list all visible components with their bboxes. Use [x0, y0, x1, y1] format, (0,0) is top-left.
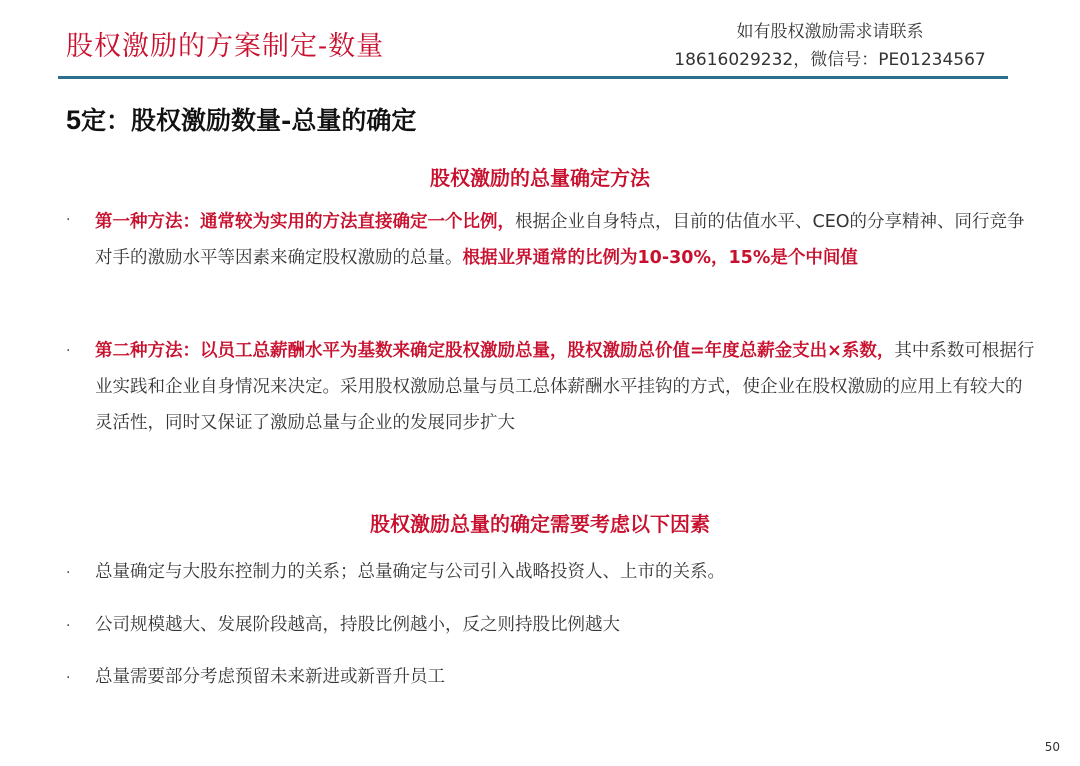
- method-1-lead: 第一种方法：通常较为实用的方法直接确定一个比例，: [95, 212, 515, 232]
- contact-line-1: 如有股权激励需求请联系: [736, 22, 924, 42]
- method-1-text: 根据企业自身特点，目前的估值水平、CEO的分享精神、同行竞争对手的激励水平等因素来确定股权激励的总量。: [95, 212, 1025, 268]
- section-number: 5: [66, 105, 82, 135]
- method-2-text: 其中系数可根据行业实践和企业自身情况来决定。采用股权激励总量与员工总体薪酬水平挂钩的方式，使企业在股权激励的应用上有较大的灵活性，同时又保证了激励总量与企业的发展同步扩大: [95, 341, 1035, 433]
- section-heading-text: 定：股权激励数量-总量的确定: [81, 106, 417, 135]
- factor-item-2: 公司规模越大、发展阶段越高，持股比例越小，反之则持股比例越大: [95, 615, 620, 635]
- bullet-marker: ·: [66, 618, 71, 634]
- bullet-marker: ·: [66, 343, 71, 359]
- contact-line-2: 18616029232，微信号：PE01234567: [674, 50, 986, 70]
- bullet-marker: ·: [66, 670, 71, 686]
- method-2-paragraph: [95, 333, 1035, 441]
- method-1-ratio: 根据业界通常的比例为10-30%，15%是个中间值: [462, 248, 858, 268]
- factor-item-3: 总量需要部分考虑预留未来新进或新晋升员工: [95, 667, 445, 687]
- method-1-paragraph: [95, 204, 1035, 276]
- methods-subtitle: 股权激励的总量确定方法: [430, 166, 650, 190]
- factor-item-1: 总量确定与大股东控制力的关系；总量确定与公司引入战略投资人、上市的关系。: [95, 562, 725, 582]
- factors-subtitle: 股权激励总量的确定需要考虑以下因素: [370, 512, 710, 536]
- page-number: 50: [1044, 740, 1060, 754]
- header-divider: [58, 76, 1008, 79]
- contact-info: [650, 18, 1010, 74]
- bullet-marker: ·: [66, 565, 71, 581]
- method-2-lead: 第二种方法：以员工总薪酬水平为基数来确定股权激励总量，股权激励总价值=年度总薪金支出×系数，: [95, 341, 895, 361]
- slide-title: 股权激励的方案制定-数量: [66, 31, 385, 62]
- bullet-marker: ·: [66, 212, 71, 228]
- section-heading: [66, 101, 416, 137]
